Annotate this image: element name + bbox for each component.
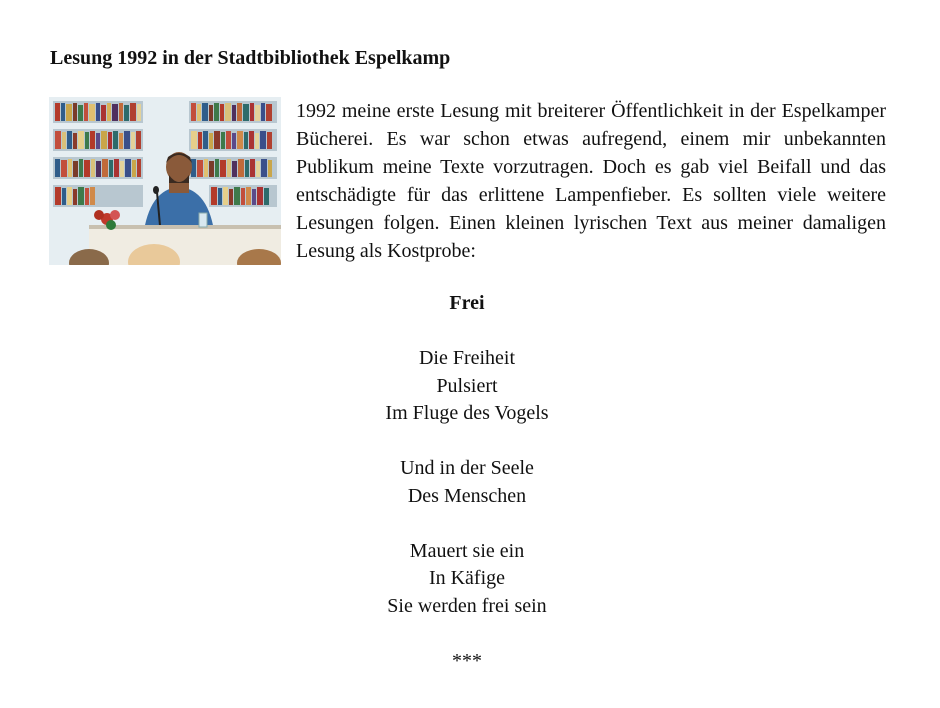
- poem-end-mark: ***: [452, 649, 482, 672]
- poem-stanza: [296, 345, 638, 428]
- poem-line: Pulsiert: [436, 374, 498, 397]
- poem: [296, 290, 638, 675]
- intro-paragraph: 1992 meine erste Lesung mit breiterer Öffentlichkeit in der Espelkamper Bücherei. Es war schon etwas aufregend, einem mir unbekannten Publikum meine Texte vorzutragen. Doch es gab viel Beifall und das entschädigte für das erlittene Lampenfieber. Es sollten viele weitere Lesungen folgen. Einen kleinen lyrischen Text aus meiner damaligen Lesung als Kostprobe:: [296, 100, 886, 262]
- poem-line: Und in der Seele: [400, 457, 534, 479]
- poem-line: Die Freiheit: [418, 347, 516, 369]
- poem-line: Mauert sie ein: [409, 539, 525, 562]
- library-reading-photo: [49, 97, 281, 265]
- poem-line: Sie werden frei sein: [387, 594, 547, 617]
- poem-title: Frei: [449, 292, 485, 314]
- page-title: Lesung 1992 in der Stadtbibliothek Espelkamp: [50, 47, 451, 69]
- poem-stanza: [296, 455, 638, 510]
- poem-line: Im Fluge des Vogels: [385, 402, 549, 424]
- poem-line: In Käfige: [428, 567, 506, 589]
- poem-stanza: [296, 538, 638, 621]
- poem-line: Des Menschen: [407, 484, 527, 507]
